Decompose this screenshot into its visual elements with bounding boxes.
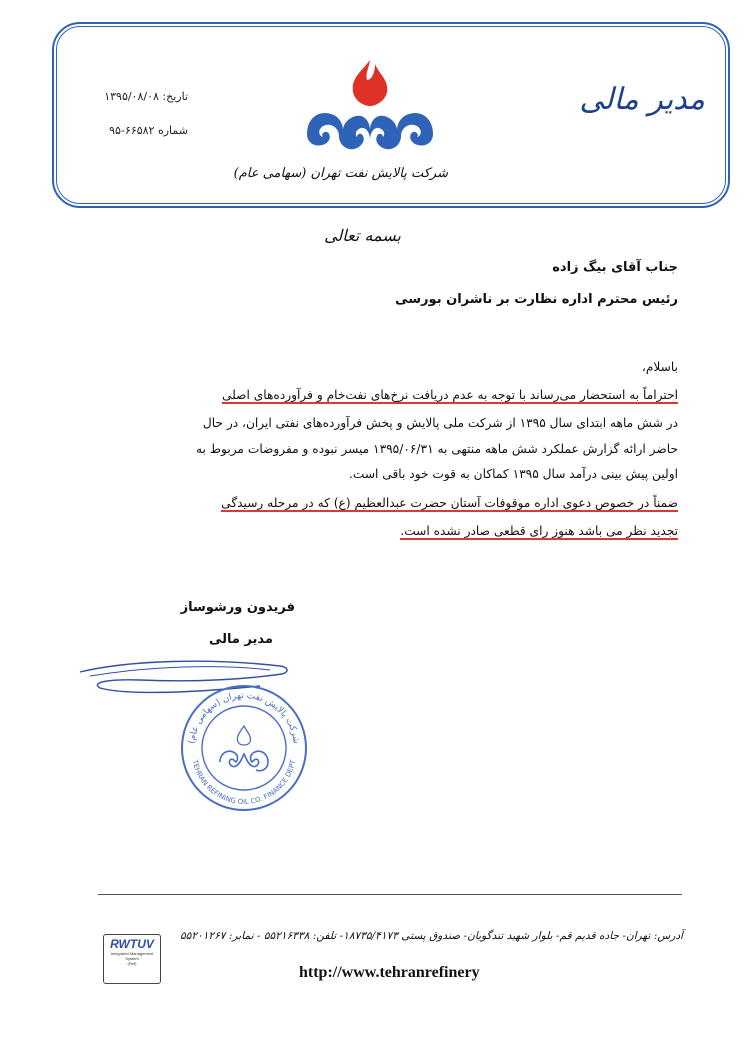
department-title: مدیر مالی [579,82,705,117]
number-label: شماره [157,124,188,137]
recipient-name: جناب آقای بیگ زاده [552,260,678,275]
body-line-text: تجدید نظر می باشد هنوز رای قطعی صادر نشده است. [400,524,678,538]
date-label: تاریخ: [162,90,188,103]
footer-website[interactable]: http://www.tehranrefinery [299,964,480,981]
greeting: باسلام، [641,360,678,374]
certification-logo [103,934,161,984]
stamp-text-top: شرکت پالایش نفت تهران (سهامی عام) [187,690,301,745]
certification-logo-line1: Integrated Management [110,951,154,956]
company-logo [295,56,445,156]
recipient-title: رئیس محترم اداره نظارت بر ناشران بورسی [395,292,678,307]
certification-logo-mark: RWTUV [110,937,154,951]
body-line-text: ضمناً در خصوص دعوی اداره موقوفات آستان حضرت عبدالعظیم (ع) که در مرحله رسیدگی [221,496,678,510]
company-name: شرکت پالایش نفت تهران (سهامی عام) [233,166,448,181]
body-line: اولین پیش بینی درآمد سال ۱۳۹۵ کماکان به قوت خود باقی است. [348,467,678,481]
certification-logo-line2: System [125,956,139,961]
body-line [98,496,678,510]
date-line [104,90,188,103]
bismillah: بسمه تعالی [324,226,401,245]
stamp-text-bottom: TEHRAN REFINING OIL CO. FINANCE DEPT [190,759,298,807]
body-line-text: احتراماً به استحضار می‌رساند با توجه به عدم دریافت نرخ‌های نفت‌خام و فرآورده‌های اصلی [221,388,678,402]
number-value: ۶۶۵۸۲-۹۵ [109,124,155,137]
certification-logo-line3: (Ref) [127,961,137,966]
signatory-name: فریدون ورشوساز [180,600,295,615]
body-line [98,524,678,538]
footer-address: آدرس: تهران- جاده قدیم قم- بلوار شهید تندگویان- صندوق پستی ۱۸۷۳۵/۴۱۷۳- تلفن: ۵۵۲۱۶۳۳۸ - نمابر: ۵۵۲۰۱۲۶۷ [179,930,683,942]
body-line [98,388,678,402]
number-line [109,124,188,137]
body-line: در شش ماهه ابتدای سال ۱۳۹۵ از شرکت ملی پالایش و پخش فرآورده‌های نفتی ایران، در حال [202,416,678,430]
date-value: ۱۳۹۵/۰۸/۰۸ [104,90,159,103]
body-line: حاضر ارائه گزارش عملکرد شش ماهه منتهی به ۱۳۹۵/۰۶/۳۱ میسر نبوده و مفروضات مربوط به [195,442,678,456]
company-stamp [176,680,312,816]
footer-divider [98,894,682,895]
signatory-title: مدیر مالی [208,632,273,647]
